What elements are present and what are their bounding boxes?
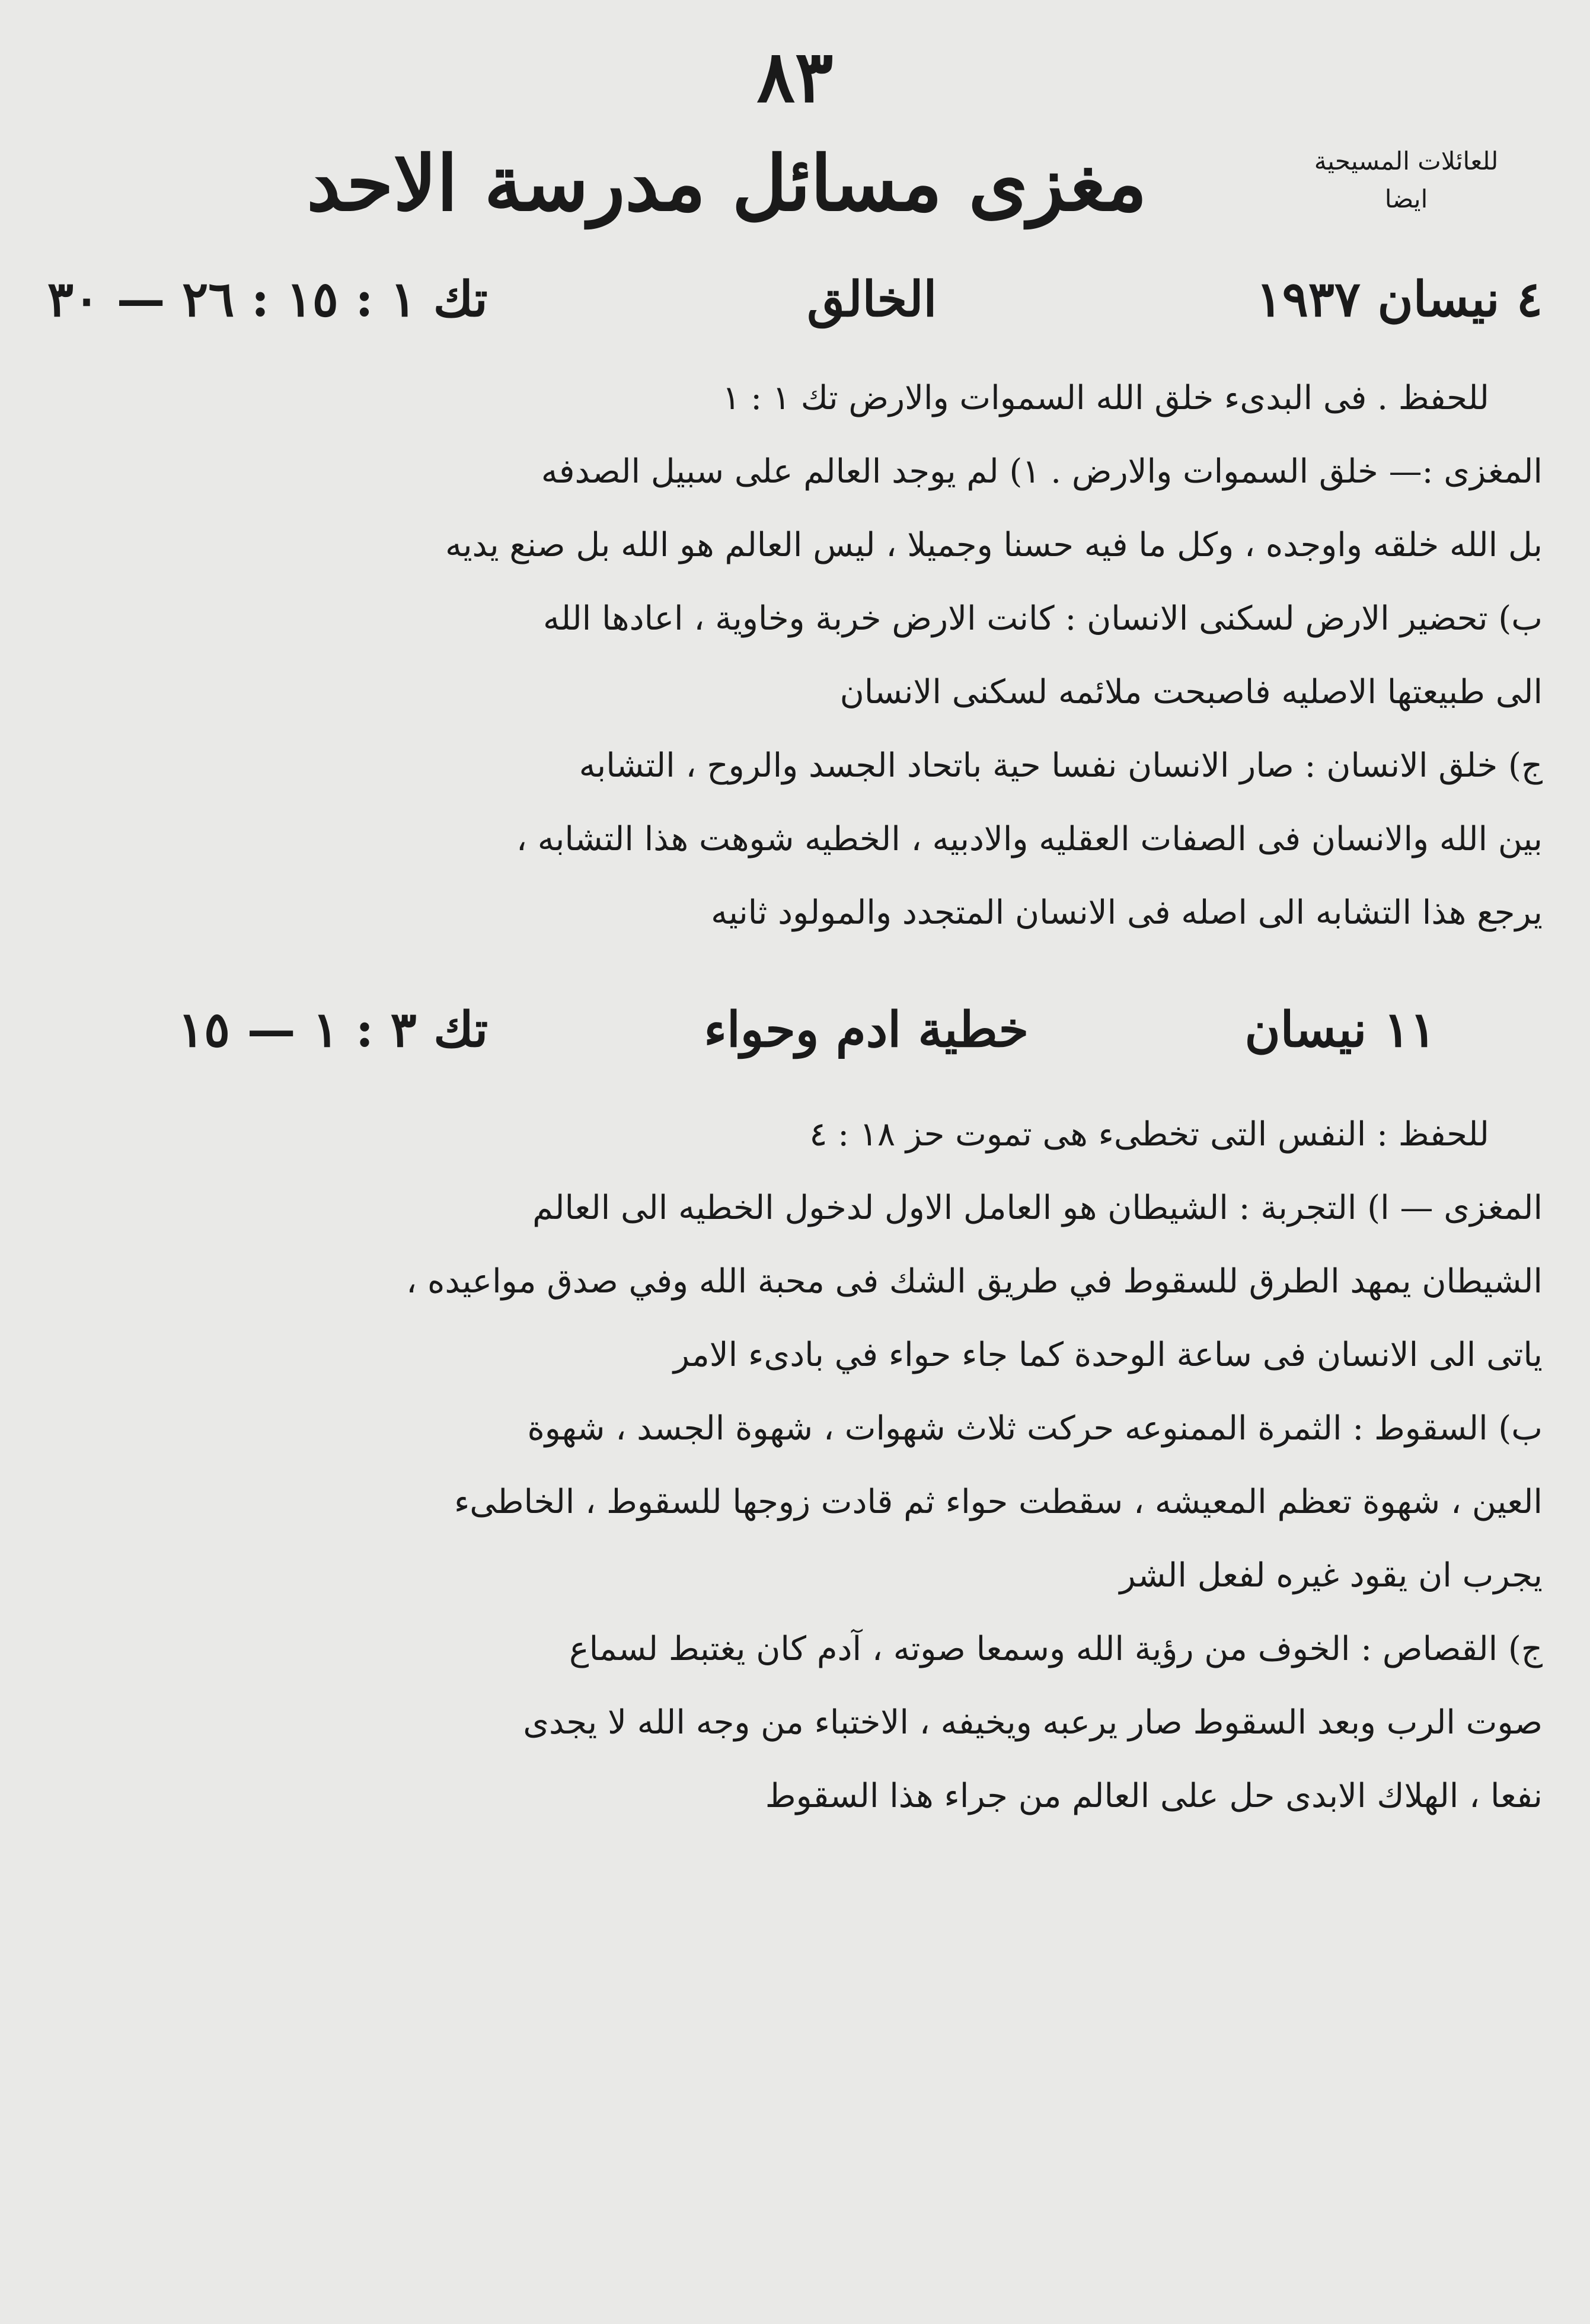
lesson-1-date: ٤ نيسان ١٩٣٧ <box>1256 271 1543 328</box>
lesson-1-reference: تك ١ : ١٥ : ٢٦ — ٣٠ <box>47 271 488 328</box>
lesson-1-header <box>47 261 1543 338</box>
lesson-2-date: ١١ نيسان <box>1244 1001 1436 1058</box>
lesson-1-line: بل الله خلقه واوجده ، وكل ما فيه حسنا وجميلا ، ليس العالم هو الله بل صنع يديه <box>445 526 1543 564</box>
side-note-line-1: للعائلات المسيحية <box>1314 146 1499 175</box>
lesson-2-header <box>47 991 1543 1068</box>
lesson-2-line: نفعا ، الهلاك الابدى حل على العالم من جراء هذا السقوط <box>765 1777 1543 1815</box>
lesson-2-reference: تك ٣ : ١ — ١٥ <box>178 1001 489 1058</box>
lesson-1-line: ج) خلق الانسان : صار الانسان نفسا حية باتحاد الجسد والروح ، التشابه <box>579 746 1543 785</box>
lesson-2-body <box>47 1171 1543 1833</box>
lesson-2-line: ب) السقوط : الثمرة الممنوعه حركت ثلاث شهوات ، شهوة الجسد ، شهوة <box>527 1409 1543 1448</box>
lesson-1-line: المغزى :— خلق السموات والارض . ١) لم يوجد العالم على سبيل الصدفه <box>541 452 1543 491</box>
lesson-2-line: العين ، شهوة تعظم المعيشه ، سقطت حواء ثم قادت زوجها للسقوط ، الخاطىء <box>454 1483 1543 1521</box>
lesson-2-memorize: للحفظ : النفس التى تخطىء هى تموت حز ١٨ : ٤ <box>809 1115 1489 1154</box>
lesson-2-line: ياتى الى الانسان فى ساعة الوحدة كما جاء حواء في بادىء الامر <box>673 1336 1543 1374</box>
lesson-1-line: ب) تحضير الارض لسكنى الانسان : كانت الارض خربة وخاوية ، اعادها الله <box>543 599 1543 638</box>
title-row <box>47 124 1543 243</box>
lesson-2-line: الشيطان يمهد الطرق للسقوط في طريق الشك فى محبة الله وفي صدق مواعيده ، <box>406 1262 1543 1301</box>
lesson-1-line: بين الله والانسان فى الصفات العقليه والادبيه ، الخطيه شوهت هذا التشابه ، <box>516 820 1543 858</box>
page-number: ٨٣ <box>756 35 834 119</box>
lesson-2-line: المغزى — ا) التجربة : الشيطان هو العامل الاول لدخول الخطيه الى العالم <box>532 1189 1543 1227</box>
side-note-line-2: ايضا <box>1384 184 1428 213</box>
lesson-2-line: يجرب ان يقود غيره لفعل الشر <box>1119 1556 1543 1595</box>
lesson-1-line: الى طبيعتها الاصليه فاصبحت ملائمه لسكنى الانسان <box>839 673 1543 711</box>
lesson-1-topic: الخالق <box>807 271 937 328</box>
lesson-2-topic: خطية ادم وحواء <box>704 1001 1029 1058</box>
side-note <box>1270 142 1543 218</box>
lesson-1-body <box>47 435 1543 950</box>
lesson-2-line: صوت الرب وبعد السقوط صار يرعبه ويخيفه ، الاختباء من وجه الله لا يجدى <box>523 1703 1543 1742</box>
lesson-1-line: يرجع هذا التشابه الى اصله فى الانسان المتجدد والمولود ثانيه <box>711 893 1543 932</box>
page-title: مغزى مسائل مدرسة الاحد <box>306 139 1147 228</box>
lesson-1-memorize: للحفظ . فى البدىء خلق الله السموات والارض تك ١ : ١ <box>722 379 1489 417</box>
lesson-2-line: ج) القصاص : الخوف من رؤية الله وسمعا صوته ، آدم كان يغتبط لسماع <box>569 1630 1543 1668</box>
